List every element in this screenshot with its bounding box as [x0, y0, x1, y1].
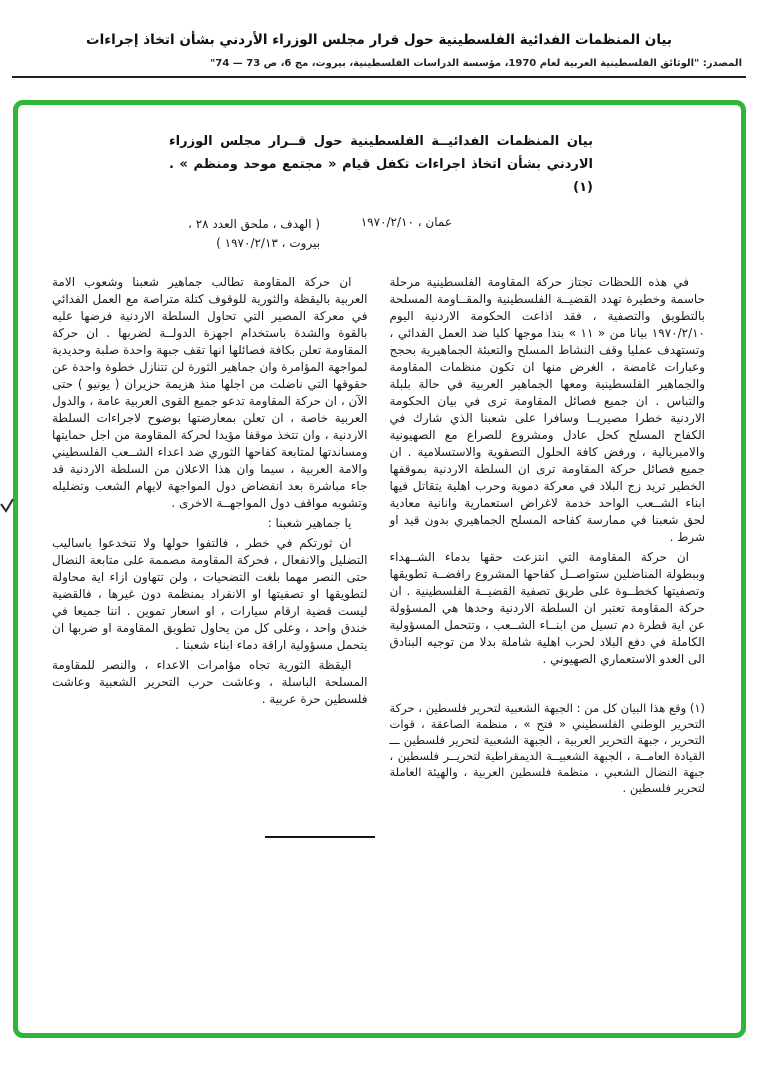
dateline-place-date: عمان ، ١٩٧٠/٢/١٠: [360, 215, 452, 230]
paragraph: ان حركة المقاومة تطالب جماهير شعبنا وشعوب الامة العربية باليقظة والثورية للوقوف كتلة متراصة مع العمل الفدائي في معركة المصير التي تحاول السلطة الاردنية فرضها عليه بالقوة والشدة باستخدام اجهزة الدولــة لضربها . ان حركة المقاومة تعلن بكافة فصائلها انها تقف جبهة واحدة صلبة وحديدية لمواجهة المؤامرة وان جماهير الثورة لن تتنازل خطوة واحدة عن حقوقها التي ناضلت من اجلها منذ هزيمة حزيران ( يونيو ) حتى الآن ، ان حركة المقاومة تدعو جميع القوى العربية عامة ، والدول العربية خاصة ، ان تعلن بمعارضتها بوضوح لاجراءات السلطة الاردنية ، وان تتخذ موقفا مؤيدا لحركة المقاومة من اجل حمايتها ومساندتها لمتابعة كفاحها الثوري ضد اعداء الشــعب الفلسطيني والامة العربية ، سيما وان هذا الاعلان من السلطة الاردنية قد جاء مباشرة بعد انفضاض دول المواجهة لايهام الشعب وتضليله وتشويه مواقف دول المواجهــة الاخرى .: [52, 274, 368, 510]
paragraph: ان حركة المقاومة التي انتزعت حقها بدماء الشــهداء وببطولة المناضلين ستواصــل كفاحها المشروع رافضــة تطويقها وتصفيتها كخطــوة على طريق تصفية القضيــة الفلسطينية . ان حركة المقاومة تعتبر ان السلطة الاردنية وحدها هي المسؤولة عن اية قطرة دم تسيل من ابنــاء الشــعب ، وتتحمل المسؤولية الكاملة في دفع البلاد لحرب اهلية شاملة بدلا من توجيه البنادق الى العدو الاستعماري الصهيوني .: [389, 549, 705, 666]
paragraph: في هذه اللحظات تجتاز حركة المقاومة الفلسطينية مرحلة حاسمة وخطيرة تهدد القضيــة الفلسطينية والمقــاومة المسلحة بالتطويق والتصفية ، فقد اذاعت الحكومة الاردنية اليوم ١٩٧٠/٢/١٠ بيانا من « ١١ » بندا موجها كليا ضد العمل الفدائي ، وتستهدف عمليا وقف النشاط المسلح والتعبئة الجماهيرية بحجج وعبارات غامضة ، الغرض منها ان تكون منظمات المقاومة والجماهير الفلسطينية ومعها الجماهير العربية في حالة بلبلة والتباس . ان جميع فصائل المقاومة ترى في بيان الحكومة الاردنية خطرا مصيريــا وسافرا على شعبنا الذي شارك في الكفاح المسلح كحل عادل ومشروع للصراع مع الصهيونية والامبريالية ، ورفض كافة الحلول التصفوية والاستسلامية . ان جميع فصائل حركة المقاومة ترى ان السلطة الاردنية بموقفها الخطير تريد زج البلاد في معركة دموية وحرب اهلية يتقاتل فيها ابناء الشــعب الواحد خدمة لاغراض استعمارية وانانية معادية لحق شعبنا في ممارسة كفاحه المسلح الجماهيري بدون قيد او شرط .: [389, 274, 705, 544]
scan-artifact-mark: [0, 497, 14, 513]
source-citation: المصدر: "الوثائق الفلسطينية العربية لعام 1970، مؤسسة الدراسات الفلسطينية، بيروت، مج 6، ص 73 — 74": [210, 58, 742, 69]
end-divider: [265, 836, 375, 838]
body-columns: [52, 274, 705, 796]
scanned-document-frame: [13, 100, 746, 1038]
left-column: [52, 274, 368, 796]
page-title: بيان المنظمات الفدائية الفلسطينية حول قرار مجلس الوزراء الأردني بشأن اتخاذ إجراءات: [86, 32, 672, 48]
paragraph: اليقظة الثورية تجاه مؤامرات الاعداء ، والنصر للمقاومة المسلحة الباسلة ، وعاشت حرب التحرير الشعبية وعاشت فلسطين حرة عربية .: [52, 657, 368, 706]
address-heading: يا جماهير شعبنا :: [267, 515, 352, 530]
dateline-row: [52, 215, 705, 253]
header-divider: [12, 76, 746, 78]
dateline-reference-line-1: ( الهدف ، ملحق العدد ٢٨ ،: [188, 217, 321, 232]
right-column: [390, 274, 706, 796]
footnote-signatories: (١) وقع هذا البيان كل من : الجبهة الشعبية لتحرير فلسطين ، حركة التحرير الوطني الفلسطيني « فتح » ، منظمة الصاعقة ، قوات التحرير ، جبهة التحرير العربية ، الجبهة الشعبية لتحرير فلسطين ـــ القيادة العامــة ، الجبهة الشعبيــة الديمقراطية لتحريــر فلسطين ، جبهة النضال الشعبي ، منظمة فلسطين العربية ، والهيئة العاملة لتحرير فلسطين .: [389, 700, 705, 795]
dateline-reference-line-2: بيروت ، ١٩٧٠/٢/١٣ ): [216, 236, 321, 251]
document-title: بيان المنظمات الفدائيــة الفلسطينية حول قــرار مجلس الوزراء الاردني بشأن اتخاذ اجراءات تكفل قيام « مجتمع موحد ومنظم » . (١): [169, 134, 593, 195]
dateline-reference: [188, 215, 320, 253]
paragraph: ان ثورتكم في خطر ، فالتفوا حولها ولا تنخدعوا باساليب التضليل والانفعال ، فحركة المقاومة مصممة على متابعة النضال حتى النصر مهما بلغت التضحيات ، ولن تتهاون ازاء اية محاولة لتطويقها او تصفيتها او الانفراد بمنظمة دون غيرها ، فالقضية ليست قضية ارقام سيارات ، او اسعار تموين . اننا جميعا في خندق واحد ، وعلى كل من يحاول تطويق المقاومة او ضربها ان يتحمل مسؤولية اراقة دماء ابناء شعبنا .: [52, 535, 368, 652]
